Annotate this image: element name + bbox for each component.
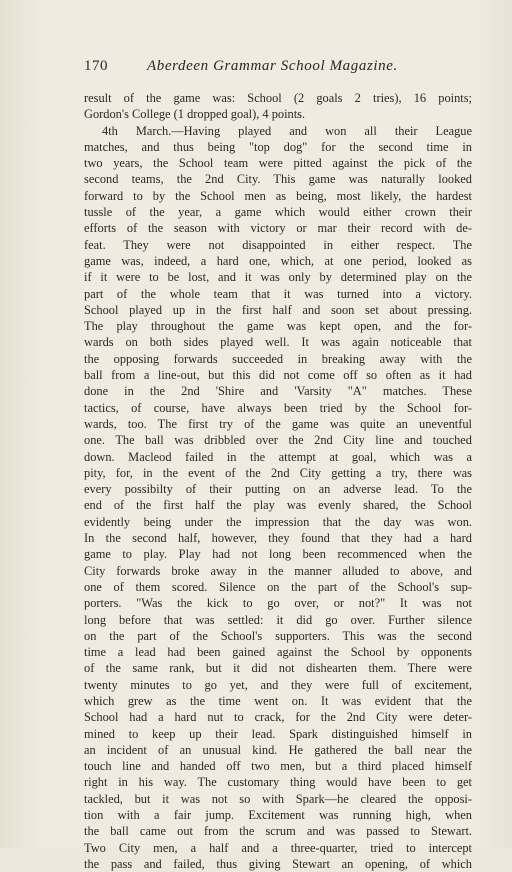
text-line: on the part of the School's supporters. This was the second <box>84 628 472 643</box>
text-line: tussle of the year, a game which would either crown their <box>84 205 472 220</box>
text-line: second teams, the 2nd City. This game was naturally looked <box>84 172 472 187</box>
text-line: efforts of the season with victory or mar their record with de- <box>84 221 472 236</box>
text-line: evidently being under the impression that the day was won. <box>84 514 472 529</box>
running-title: Aberdeen Grammar School Magazine. <box>147 58 398 74</box>
text-line: twenty minutes to go yet, and they were full of excitement, <box>84 677 472 692</box>
text-line: of the same rank, but it did not dishearten them. There were <box>84 661 472 676</box>
text-line: School played up in the first half and soon set about pressing. <box>84 302 472 317</box>
text-line: The play throughout the game was kept open, and the for- <box>84 319 472 334</box>
text-line: mined to keep up their lead. Spark distinguished himself in <box>84 726 472 741</box>
text-line: two years, the School team were pitted against the pick of the <box>84 156 472 171</box>
text-line: ball from a line-out, but this did not come off so often as it had <box>84 368 472 383</box>
text-line: right in his way. The customary thing would have been to get <box>84 775 472 790</box>
page-number: 170 <box>84 58 108 74</box>
text-line: time a lead had been gained against the School by opponents <box>84 645 472 660</box>
text-line: forward to by the School men as being, most likely, the hardest <box>84 188 472 203</box>
text-line: game to play. Play had not long been recommenced when the <box>84 547 472 562</box>
page-header <box>84 58 472 78</box>
text-line: School had a hard nut to crack, for the 2nd City were deter- <box>84 710 472 725</box>
text-line: wards on both sides played well. It was again noticeable that <box>84 335 472 350</box>
text-line: tion with a fair jump. Excitement was running high, when <box>84 808 472 823</box>
text-line: result of the game was: School (2 goals 2 tries), 16 points; <box>84 91 472 105</box>
text-line: touch line and handed off two men, but a third placed himself <box>84 759 472 774</box>
text-line: the opposing forwards succeeded in breaking away with the <box>84 351 472 366</box>
article-body <box>84 90 472 872</box>
text-line: game was, indeed, a hard one, which, at one period, looked as <box>84 253 472 268</box>
text-line: City forwards broke away in the manner alluded to above, and <box>84 563 472 578</box>
text-line: porters. "Was the kick to go over, or not?" It was not <box>84 596 472 611</box>
text-line: end of the first half the play was evenly shared, the School <box>84 498 472 513</box>
text-line: Two City men, a half and a three-quarter, tried to intercept <box>84 840 472 855</box>
text-line: one. The ball was dribbled over the 2nd City line and touched <box>84 433 472 448</box>
text-line: tactics, of course, have always been tried by the School for- <box>84 400 472 415</box>
text-line: down. Macleod failed in the attempt at goal, which was a <box>84 449 472 464</box>
text-line: 4th March.—Having played and won all their League <box>102 123 472 138</box>
text-line: wards, too. The first try of the game was quite an uneventful <box>84 416 472 431</box>
text-line: if it were to be lost, and it was only by determined play on the <box>84 270 472 285</box>
text-line: long before that was settled: it did go over. Further silence <box>84 612 472 627</box>
text-line: pity, for, in the event of the 2nd City getting a try, there was <box>84 465 472 480</box>
text-line: every possibilty of their putting on an adverse lead. To the <box>84 482 472 497</box>
text-line: the ball came out from the scrum and was passed to Stewart. <box>84 824 472 839</box>
text-line: matches, and thus being "top dog" for the second time in <box>84 139 472 154</box>
text-line: an incident of an unusual kind. He gathered the ball near the <box>84 742 472 757</box>
text-line: Gordon's College (1 dropped goal), 4 points. <box>84 107 306 122</box>
text-line: which grew as the time went on. It was evident that the <box>84 693 472 708</box>
text-line: done in the 2nd 'Shire and 'Varsity "A" matches. These <box>84 384 472 399</box>
text-line: one of them scored. Silence on the part of the School's sup- <box>84 579 472 594</box>
text-line: feat. They were not disappointed in either respect. The <box>84 237 472 252</box>
text-line: In the second half, however, they found that they had a hard <box>84 531 472 546</box>
text-line: part of the whole team that it was turned into a victory. <box>84 286 472 301</box>
text-line: the pass and failed, thus giving Stewart an opening, of which <box>84 856 472 871</box>
text-line: tackled, but it was not so with Spark—he cleared the opposi- <box>84 791 472 806</box>
